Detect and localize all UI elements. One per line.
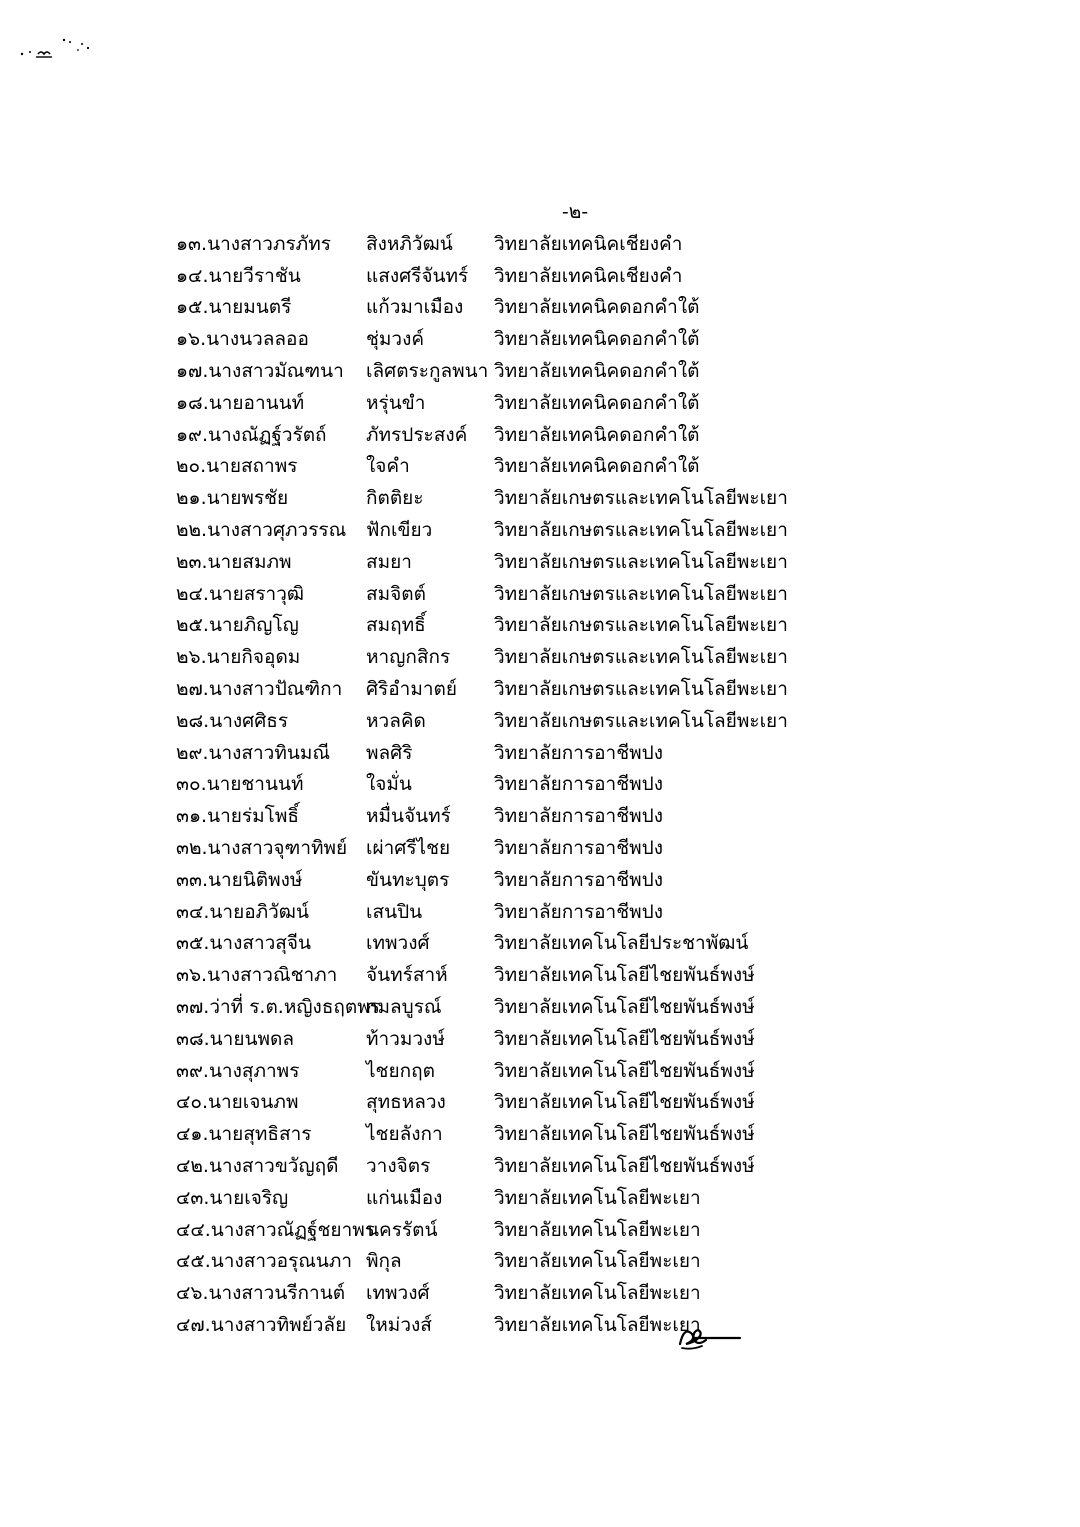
person-surname: ชุ่มวงค์ [366,328,425,351]
roster-row [176,1087,796,1119]
person-surname: ไชยลังกา [366,1123,443,1146]
roster-row [176,387,796,419]
roster-row [176,769,796,801]
college-name: วิทยาลัยเทคโนโลยีไชยพันธ์พงษ์ [494,1091,755,1114]
person-name: ๒๑.นายพรชัย [176,487,289,510]
college-name: วิทยาลัยเกษตรและเทคโนโลยีพะเยา [494,646,788,669]
person-surname: เผ่าศรีไชย [366,837,451,860]
college-name: วิทยาลัยเทคนิคดอกคำใต้ [494,423,700,446]
college-name: วิทยาลัยเกษตรและเทคโนโลยีพะเยา [494,519,788,542]
signature [672,1314,742,1354]
person-surname: เทพวงศ์ [366,1282,430,1305]
person-surname: หมื่นจันทร์ [366,805,451,828]
person-name: ๔๔.นางสาวณัฏฐ์ชยาพร [176,1218,375,1241]
person-name: ๔๖.นางสาวนรีกานต์ [176,1282,346,1305]
roster-row [176,641,796,673]
person-name: ๔๒.นางสาวขวัญฤดี [176,1155,339,1177]
person-surname: ไชยกฤต [366,1059,435,1082]
roster-row [176,991,796,1023]
person-name: ๓๑.นายร่มโพธิ์ [176,805,299,828]
roster-row [176,1214,796,1246]
person-surname: พลศิริ [366,741,413,764]
college-name: วิทยาลัยเทคโนโลยีพะเยา [494,1218,701,1241]
page-number: -๒- [561,201,589,223]
college-name: วิทยาลัยการอาชีพปง [494,868,663,891]
roster-row [176,737,796,769]
roster-row [176,832,796,864]
roster-row [176,578,796,610]
college-name: วิทยาลัยเทคนิคเชียงคำ [494,232,683,255]
person-name: ๑๗.นางสาวมัณฑนา [176,360,344,383]
roster-row [176,260,796,292]
roster-row [176,1023,796,1055]
roster-row [176,292,796,324]
roster-row [176,800,796,832]
person-surname: นครรัตน์ [366,1218,438,1241]
roster-row [176,514,796,546]
person-name: ๒๐.นายสถาพร [176,455,298,478]
person-surname: ท้าวมวงษ์ [366,1027,445,1050]
college-name: วิทยาลัยเกษตรและเทคโนโลยีพะเยา [494,709,788,732]
person-name: ๔๗.นางสาวทิพย์วลัย [176,1313,347,1336]
person-name: ๓๒.นางสาวจุฑาทิพย์ [176,837,348,860]
college-name: วิทยาลัยเทคโนโลยีพะเยา [494,1186,701,1209]
roster-row [176,673,796,705]
roster-row [176,1150,796,1182]
roster-row [176,546,796,578]
roster-row [176,323,796,355]
person-name: ๒๙.นางสาวทินมณี [176,741,331,764]
person-name: ๓๙.นางสุภาพร [176,1059,300,1082]
person-name: ๑๖.นางนวลลออ [176,328,309,351]
person-surname: ภัทรประสงค์ [366,423,468,446]
person-name: ๑๕.นายมนตรี [176,296,292,319]
person-surname: สมฤทธิ์ [366,614,426,637]
college-name: วิทยาลัยเทคโนโลยีพะเยา [494,1313,701,1336]
roster-row [176,1277,796,1309]
person-surname: ใจคำ [366,455,410,478]
person-surname: เสนปิน [366,900,423,923]
person-name: ๔๕.นางสาวอรุณนภา [176,1250,353,1273]
person-surname: ใหม่วงส์ [366,1313,432,1336]
college-name: วิทยาลัยการอาชีพปง [494,805,663,828]
roster-row [176,451,796,483]
college-name: วิทยาลัยเทคโนโลยีไชยพันธ์พงษ์ [494,964,755,987]
roster-row [176,1055,796,1087]
college-name: วิทยาลัยการอาชีพปง [494,773,663,796]
person-name: ๒๒.นางสาวศุภวรรณ [176,519,347,542]
college-name: วิทยาลัยเกษตรและเทคโนโลยีพะเยา [494,487,788,510]
person-surname: กิตติยะ [366,487,424,510]
roster-row [176,896,796,928]
college-name: วิทยาลัยเทคนิคดอกคำใต้ [494,391,700,414]
person-name: ๒๕.นายภิญโญ [176,614,299,637]
college-name: วิทยาลัยเทคนิคดอกคำใต้ [494,296,700,319]
college-name: วิทยาลัยเทคโนโลยีไชยพันธ์พงษ์ [494,996,755,1019]
person-name: ๔๐.นายเจนภพ [176,1091,299,1114]
roster-row [176,1182,796,1214]
college-name: วิทยาลัยเทคโนโลยีไชยพันธ์พงษ์ [494,1155,755,1177]
roster-row [176,419,796,451]
person-surname: หาญกสิกร [366,646,451,669]
roster-row [176,959,796,991]
person-surname: ใจมั่น [366,773,412,796]
college-name: วิทยาลัยการอาชีพปง [494,900,663,923]
college-name: วิทยาลัยเทคโนโลยีไชยพันธ์พงษ์ [494,1027,755,1050]
person-name: ๒๓.นายสมภพ [176,550,292,573]
college-name: วิทยาลัยเกษตรและเทคโนโลยีพะเยา [494,550,788,573]
person-surname: สุทธหลวง [366,1091,446,1114]
person-surname: หรุ่นขำ [366,391,426,414]
person-name: ๓๖.นางสาวณิชาภา [176,964,338,987]
person-surname: แก้วมาเมือง [366,296,464,319]
person-name: ๔๑.นายสุทธิสาร [176,1123,312,1146]
college-name: วิทยาลัยเกษตรและเทคโนโลยีพะเยา [494,678,788,701]
roster-row [176,482,796,514]
person-name: ๓๐.นายชานนท์ [176,773,304,796]
person-surname: ศิริอำมาตย์ [366,678,458,701]
roster-list [176,228,796,1341]
person-surname: สมจิตต์ [366,582,426,605]
person-surname: กมลบูรณ์ [366,996,442,1019]
person-surname: แสงศรีจันทร์ [366,264,469,287]
person-name: ๔๓.นายเจริญ [176,1186,289,1209]
person-surname: หวลคิด [366,709,426,732]
college-name: วิทยาลัยการอาชีพปง [494,837,663,860]
person-name: ๑๙.นางณัฏฐ์วรัตถ์ [176,423,327,446]
person-name: ๓๘.นายนพดล [176,1027,294,1050]
college-name: วิทยาลัยเทคโนโลยีพะเยา [494,1282,701,1305]
person-surname: พิกุล [366,1250,402,1273]
person-surname: ฟักเขียว [366,519,433,542]
person-surname: เลิศตระกูลพนา [366,360,489,383]
person-name: ๑๘.นายอานนท์ [176,391,305,414]
college-name: วิทยาลัยเทคโนโลยีประชาพัฒน์ [494,932,749,955]
person-surname: แก่นเมือง [366,1186,443,1209]
person-name: ๒๖.นายกิจอุดม [176,646,301,669]
roster-row [176,610,796,642]
college-name: วิทยาลัยเทคนิคดอกคำใต้ [494,360,700,383]
person-name: ๑๔.นายวีราชัน [176,264,301,287]
roster-row [176,1246,796,1278]
college-name: วิทยาลัยเกษตรและเทคโนโลยีพะเยา [494,582,788,605]
person-name: ๓๔.นายอภิวัฒน์ [176,900,309,923]
roster-row [176,864,796,896]
college-name: วิทยาลัยเทคโนโลยีไชยพันธ์พงษ์ [494,1123,755,1146]
person-name: ๒๗.นางสาวปัณฑิกา [176,678,343,701]
college-name: วิทยาลัยเทคนิคดอกคำใต้ [494,455,700,478]
person-name: ๒๔.นายสราวุฒิ [176,582,305,605]
person-name: ๑๓.นางสาวภรภัทร [176,232,331,255]
person-surname: ขันทะบุตร [366,868,450,891]
person-surname: จันทร์สาห์ [366,964,448,987]
person-name: ๓๕.นางสาวสุจีน [176,932,311,955]
college-name: วิทยาลัยเทคโนโลยีพะเยา [494,1250,701,1273]
person-surname: วางจิตร [366,1155,431,1177]
roster-row [176,705,796,737]
college-name: วิทยาลัยเทคนิคดอกคำใต้ [494,328,700,351]
roster-row [176,928,796,960]
person-surname: สิงหภิวัฒน์ [366,232,453,255]
person-surname: สมยา [366,550,412,573]
person-name: ๓๗.ว่าที่ ร.ต.หญิงธฤตพร [176,996,380,1019]
person-name: ๒๘.นางศศิธร [176,709,289,732]
college-name: วิทยาลัยเกษตรและเทคโนโลยีพะเยา [494,614,788,637]
college-name: วิทยาลัยเทคโนโลยีไชยพันธ์พงษ์ [494,1059,755,1082]
roster-row [176,1118,796,1150]
person-surname: เทพวงศ์ [366,932,430,955]
roster-row [176,228,796,260]
college-name: วิทยาลัยเทคนิคเชียงคำ [494,264,683,287]
person-name: ๓๓.นายนิติพงษ์ [176,868,303,891]
college-name: วิทยาลัยการอาชีพปง [494,741,663,764]
scan-marks [18,30,108,70]
roster-row [176,355,796,387]
